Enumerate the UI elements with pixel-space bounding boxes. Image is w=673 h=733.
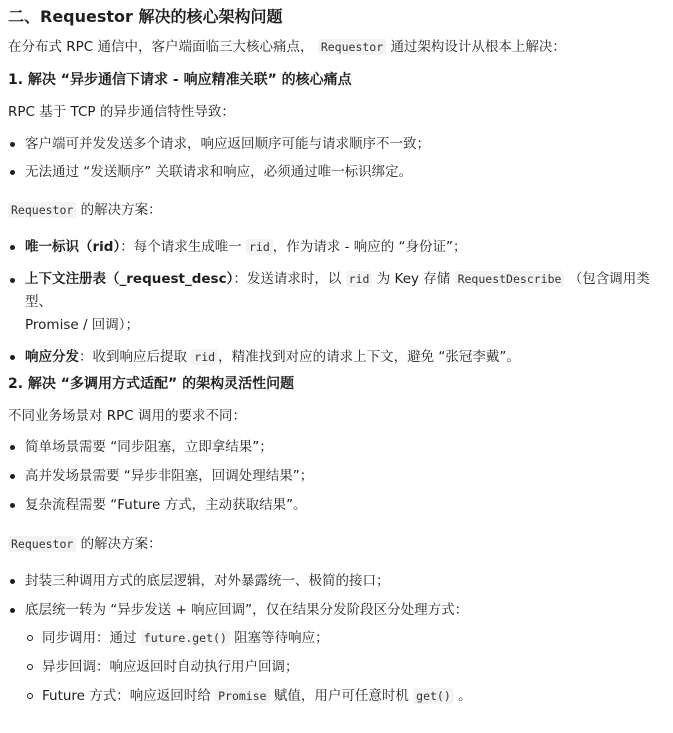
item-text: ：收到响应后提取 [79, 349, 187, 365]
list-item: 简单场景需要 “同步阻塞，立即拿结果”； [8, 435, 665, 459]
inline-code: Promise [215, 688, 269, 704]
subsection-lead-1: RPC 基于 TCP 的异步通信特性导致： [8, 104, 235, 120]
list-item: 复杂流程需要 “Future 方式，主动获取结果”。 [8, 493, 665, 517]
item-text: （包含调用类型、 [25, 271, 650, 310]
inline-code: rid [246, 239, 273, 255]
inline-code: Requestor [8, 202, 76, 218]
item-text: Promise / 回调）； [25, 317, 140, 333]
list-item [8, 345, 665, 369]
item-text: 为 Key 存储 [376, 271, 451, 287]
list-item [8, 268, 665, 337]
solution-list-1 [8, 235, 665, 369]
item-text: ：每个请求生成唯一 [120, 239, 242, 255]
subsection-heading-2: 2. 解决 “多调用方式适配” 的架构灵活性问题 [8, 376, 295, 392]
subsection-lead-2: 不同业务场景对 RPC 调用的要求不同： [8, 408, 247, 424]
item-text: 。 [458, 688, 472, 704]
solution-label-2 [8, 533, 665, 555]
item-text: 赋值，用户可任意时机 [273, 688, 409, 704]
intro-text-after: 通过架构设计从根本上解决： [390, 39, 566, 55]
list-item: 客户端可并发发送多个请求，响应返回顺序可能与请求顺序不一致； [8, 132, 665, 156]
sub-list-item [25, 626, 665, 650]
item-text: 阻塞等待响应； [234, 630, 329, 646]
item-text: ，作为请求 - 响应的 “身份证”； [272, 239, 467, 255]
sub-list-item [25, 684, 665, 708]
subsection-heading-1: 1. 解决 “异步通信下请求 - 响应精准关联” 的核心痛点 [8, 72, 352, 88]
item-text: Future 方式：响应返回时给 [42, 688, 211, 704]
list-item [8, 598, 665, 708]
sub-list-item [25, 655, 665, 679]
inline-code: RequestDescribe [455, 271, 565, 287]
item-text: ，精准找到对应的请求上下文，避免 “张冠李戴”。 [218, 349, 520, 365]
inline-code: future.get() [141, 630, 230, 646]
inline-code: get() [413, 688, 454, 704]
item-bold: 响应分发 [25, 349, 79, 365]
item-text: 底层统一转为 “异步发送 + 响应回调”，仅在结果分发阶段区分处理方式： [25, 602, 469, 618]
solution-list-2 [8, 569, 665, 708]
solution-label-1 [8, 199, 665, 221]
solution-label-text: 的解决方案： [80, 536, 162, 552]
problem-list-1 [8, 132, 665, 184]
sub-list [25, 626, 665, 708]
list-item: 封装三种调用方式的底层逻辑，对外暴露统一、极简的接口； [8, 569, 665, 593]
item-text: 同步调用：通过 [42, 630, 137, 646]
item-text: 异步回调：响应返回时自动执行用户回调； [42, 659, 299, 675]
inline-code: rid [346, 271, 373, 287]
list-item [8, 235, 665, 259]
inline-code: Requestor [318, 39, 386, 55]
solution-label-text: 的解决方案： [80, 202, 162, 218]
item-bold: 上下文注册表（_request_desc） [25, 271, 234, 287]
item-bold: 唯一标识（rid） [25, 239, 121, 255]
list-item: 高并发场景需要 “异步非阻塞，回调处理结果”； [8, 464, 665, 488]
list-item: 无法通过 “发送顺序” 关联请求和响应，必须通过唯一标识绑定。 [8, 160, 665, 184]
intro-text-before: 在分布式 RPC 通信中，客户端面临三大核心痛点， [8, 39, 314, 55]
inline-code: Requestor [8, 536, 76, 552]
item-text: ：发送请求时，以 [233, 271, 342, 287]
section-title: 二、Requestor 解决的核心架构问题 [8, 7, 283, 26]
problem-list-2 [8, 435, 665, 517]
intro-paragraph [8, 36, 665, 58]
inline-code: rid [191, 349, 218, 365]
